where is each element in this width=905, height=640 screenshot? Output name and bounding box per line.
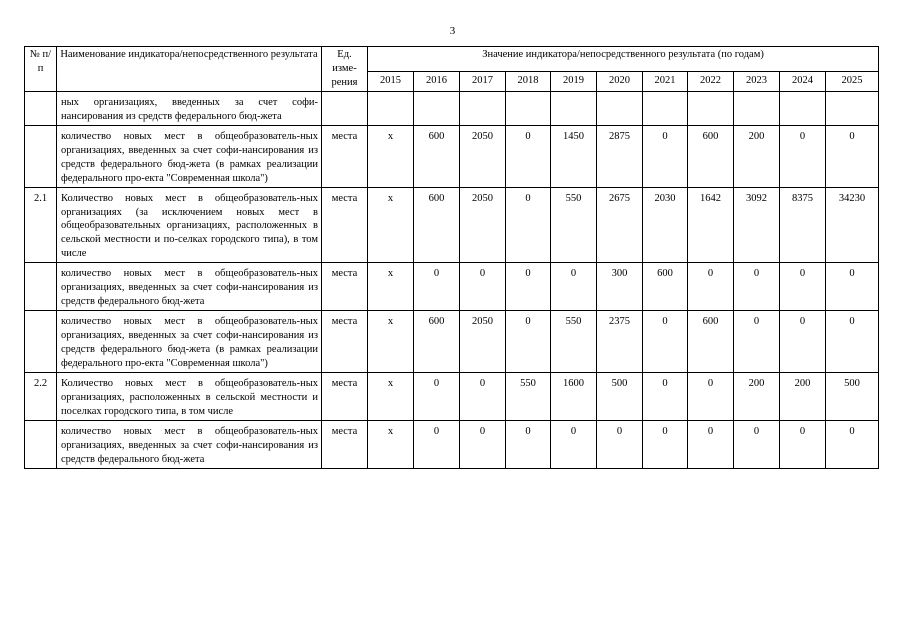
row-value-cell: x [368, 125, 414, 187]
row-value-cell: 0 [688, 420, 734, 468]
row-value-cell: 0 [506, 187, 551, 263]
table-row [25, 420, 879, 468]
row-value-cell: 0 [597, 420, 643, 468]
row-value-cell [826, 91, 879, 125]
row-number [25, 125, 57, 187]
row-value-cell: 1600 [551, 373, 597, 421]
table-row [25, 311, 879, 373]
row-value-cell [780, 91, 826, 125]
row-value-cell: 0 [826, 420, 879, 468]
row-value-cell: 600 [688, 311, 734, 373]
row-value-cell: 200 [780, 373, 826, 421]
row-value-cell: 0 [506, 125, 551, 187]
header-year: 2022 [688, 71, 734, 91]
row-value-cell: x [368, 373, 414, 421]
row-value-cell: 550 [551, 311, 597, 373]
table-row [25, 91, 879, 125]
header-year: 2019 [551, 71, 597, 91]
row-value-cell: 0 [414, 420, 460, 468]
row-value-cell: 0 [826, 311, 879, 373]
row-value-cell [597, 91, 643, 125]
table-row [25, 373, 879, 421]
row-value-cell: 2050 [460, 187, 506, 263]
row-value-cell: 0 [414, 373, 460, 421]
row-value-cell: 600 [414, 125, 460, 187]
row-value-cell: x [368, 187, 414, 263]
row-indicator-name: количество новых мест в общеобразователь-ных организациях, введенных за счет софи-нансирования из средств федерального бюд-жета [57, 420, 322, 468]
row-value-cell: 2675 [597, 187, 643, 263]
row-value-cell: 600 [414, 311, 460, 373]
row-value-cell: 2375 [597, 311, 643, 373]
row-value-cell: 0 [506, 420, 551, 468]
row-indicator-name: Количество новых мест в общеобразователь-ных организациях, расположенных в сельской местности и поселках городского типа, в том числе [57, 373, 322, 421]
row-value-cell: 0 [643, 125, 688, 187]
row-value-cell: 0 [414, 263, 460, 311]
row-value-cell [414, 91, 460, 125]
row-value-cell: 600 [688, 125, 734, 187]
row-value-cell: x [368, 311, 414, 373]
row-value-cell: 0 [780, 311, 826, 373]
row-value-cell: 2050 [460, 125, 506, 187]
row-value-cell [688, 91, 734, 125]
row-value-cell: 0 [643, 311, 688, 373]
row-value-cell: 34230 [826, 187, 879, 263]
header-year: 2020 [597, 71, 643, 91]
row-number: 2.1 [25, 187, 57, 263]
row-value-cell: 200 [734, 125, 780, 187]
row-value-cell [460, 91, 506, 125]
row-number [25, 420, 57, 468]
row-value-cell [368, 91, 414, 125]
row-indicator-name: количество новых мест в общеобразователь-ных организациях, введенных за счет софи-нансирования из средств федерального бюд-жета (в рамках реализации федерального про-екта "Современная школа") [57, 125, 322, 187]
row-unit: места [322, 420, 368, 468]
row-value-cell: 0 [734, 311, 780, 373]
row-indicator-name: количество новых мест в общеобразователь-ных организациях, введенных за счет софи-нансирования из средств федерального бюд-жета (в рамках реализации федерального про-екта "Современная школа") [57, 311, 322, 373]
row-value-cell: 0 [551, 263, 597, 311]
row-unit: места [322, 125, 368, 187]
header-year: 2018 [506, 71, 551, 91]
table-row [25, 187, 879, 263]
row-value-cell: 0 [506, 263, 551, 311]
row-value-cell: 0 [734, 263, 780, 311]
row-value-cell: 0 [826, 263, 879, 311]
row-value-cell: 0 [460, 263, 506, 311]
row-unit [322, 91, 368, 125]
header-year: 2025 [826, 71, 879, 91]
header-year: 2021 [643, 71, 688, 91]
row-value-cell: 600 [643, 263, 688, 311]
header-year: 2016 [414, 71, 460, 91]
row-value-cell: x [368, 420, 414, 468]
row-value-cell: 0 [780, 263, 826, 311]
header-year: 2017 [460, 71, 506, 91]
row-number [25, 311, 57, 373]
row-value-cell: 0 [826, 125, 879, 187]
row-number [25, 263, 57, 311]
header-col-values: Значение индикатора/непосредственного результата (по годам) [368, 47, 879, 72]
row-value-cell [506, 91, 551, 125]
row-value-cell: 1642 [688, 187, 734, 263]
row-value-cell: x [368, 263, 414, 311]
row-value-cell: 2050 [460, 311, 506, 373]
row-value-cell: 550 [506, 373, 551, 421]
row-value-cell: 0 [643, 420, 688, 468]
row-value-cell: 0 [780, 125, 826, 187]
row-value-cell [551, 91, 597, 125]
row-value-cell: 0 [780, 420, 826, 468]
indicator-table [24, 46, 879, 469]
row-value-cell: 0 [551, 420, 597, 468]
row-unit: места [322, 311, 368, 373]
row-value-cell: 300 [597, 263, 643, 311]
row-indicator-name: количество новых мест в общеобразователь-ных организациях, введенных за счет софи-нансирования из средств федерального бюд-жета [57, 263, 322, 311]
header-col-unit: Ед. изме-рения [322, 47, 368, 92]
row-value-cell: 0 [688, 263, 734, 311]
header-col-name: Наименование индикатора/непосредственного результата [57, 47, 322, 92]
table-body [25, 91, 879, 468]
row-number: 2.2 [25, 373, 57, 421]
page-number: 3 [449, 25, 456, 37]
table-row [25, 125, 879, 187]
row-value-cell: 500 [826, 373, 879, 421]
row-value-cell [643, 91, 688, 125]
row-value-cell: 0 [643, 373, 688, 421]
row-value-cell: 2030 [643, 187, 688, 263]
row-value-cell: 0 [688, 373, 734, 421]
row-unit: места [322, 373, 368, 421]
row-number [25, 91, 57, 125]
header-year: 2015 [368, 71, 414, 91]
row-indicator-name: ных организациях, введенных за счет софи-нансирования из средств федерального бюд-жета [57, 91, 322, 125]
row-value-cell: 2875 [597, 125, 643, 187]
row-value-cell: 500 [597, 373, 643, 421]
row-value-cell: 0 [460, 373, 506, 421]
header-year: 2024 [780, 71, 826, 91]
row-unit: места [322, 187, 368, 263]
row-value-cell: 0 [734, 420, 780, 468]
row-value-cell: 600 [414, 187, 460, 263]
row-value-cell: 0 [460, 420, 506, 468]
header-col-num: № п/п [25, 47, 57, 92]
row-indicator-name: Количество новых мест в общеобразователь-ных организациях (за исключением новых мест в общеобразовательных организациях, расположенных в сельской местности и по-селках городского типа), в том числе [57, 187, 322, 263]
header-year: 2023 [734, 71, 780, 91]
row-unit: места [322, 263, 368, 311]
row-value-cell: 1450 [551, 125, 597, 187]
row-value-cell: 8375 [780, 187, 826, 263]
row-value-cell [734, 91, 780, 125]
row-value-cell: 550 [551, 187, 597, 263]
row-value-cell: 0 [506, 311, 551, 373]
row-value-cell: 200 [734, 373, 780, 421]
table-row [25, 263, 879, 311]
row-value-cell: 3092 [734, 187, 780, 263]
